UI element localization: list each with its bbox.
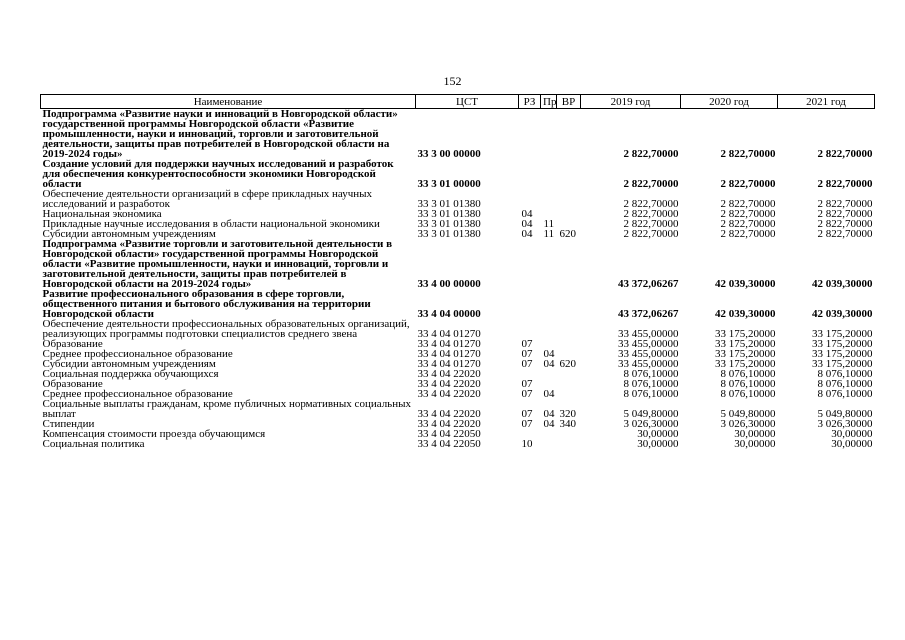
cell-y2020: 2 822,70000: [720, 148, 776, 160]
cell-cst: 33 4 04 00000: [417, 308, 481, 320]
cell-y2019: 8 076,10000: [623, 378, 679, 390]
table-row: [41, 239, 875, 289]
cell-cst: 33 4 04 22020: [417, 368, 481, 380]
cell-y2019: 8 076,10000: [623, 388, 679, 400]
cell-name: Образование: [42, 378, 103, 390]
cell-vr: [557, 239, 581, 289]
cell-name: Социальная политика: [42, 438, 145, 450]
cell-name: Субсидии автономным учреждениям: [42, 228, 216, 240]
header-vr: ВР: [557, 95, 581, 109]
cell-cst: 33 4 04 01270: [417, 338, 481, 350]
cell-name: Компенсация стоимости проезда обучающимся: [42, 428, 266, 440]
cell-y2020: 8 076,10000: [720, 368, 776, 380]
cell-name: Образование: [42, 338, 103, 350]
cell-cst: 33 3 00 00000: [417, 148, 481, 160]
cell-cst: 33 3 01 01380: [417, 208, 481, 220]
cell-y2019: 33 455,00000: [618, 358, 679, 370]
cell-y2019: 2 822,70000: [623, 178, 679, 190]
cell-pr: [541, 319, 557, 339]
table-header-row: [41, 95, 875, 109]
cell-y2019: 8 076,10000: [623, 368, 679, 380]
cell-vr: [557, 389, 581, 399]
table-row: [41, 439, 875, 449]
cell-y2021: 8 076,10000: [817, 388, 873, 400]
table-row: [41, 159, 875, 189]
cell-y2021: 2 822,70000: [817, 218, 873, 230]
cell-y2019: 30,00000: [637, 428, 679, 440]
cell-y2019: 33 455,00000: [618, 328, 679, 340]
cell-y2019: 5 049,80000: [623, 408, 679, 420]
cell-name: Стипендии: [42, 418, 95, 430]
cell-rz: 07: [521, 378, 533, 390]
cell-pr: 11: [543, 228, 555, 240]
cell-vr: [557, 189, 581, 209]
cell-y2020: 30,00000: [734, 438, 776, 450]
cell-pr: 04: [543, 358, 555, 370]
cell-vr: [557, 369, 581, 379]
cell-rz: 04: [521, 208, 533, 220]
header-2019: 2019 год: [581, 95, 681, 109]
budget-table: [40, 94, 875, 449]
cell-y2021: 2 822,70000: [817, 228, 873, 240]
cell-y2020: 3 026,30000: [720, 418, 776, 430]
cell-y2021: 3 026,30000: [817, 418, 873, 430]
cell-y2021: 8 076,10000: [817, 368, 873, 380]
header-rz: РЗ: [519, 95, 541, 109]
cell-cst: 33 4 04 01270: [417, 348, 481, 360]
cell-name: Обеспечение деятельности организаций в сфере прикладных научных исследований и разработок: [42, 188, 373, 210]
cell-y2019: 33 455,00000: [618, 338, 679, 350]
cell-vr: [557, 319, 581, 339]
cell-y2020: 2 822,70000: [720, 218, 776, 230]
cell-y2019: 3 026,30000: [623, 418, 679, 430]
cell-pr: [541, 189, 557, 209]
cell-cst: 33 4 04 22020: [417, 378, 481, 390]
cell-name: Подпрограмма «Развитие науки и инноваций в Новгородской области» государственной программы Новгородской области «Развитие промышленности, науки и инноваций, торговли и заготовительной деятельности, защиты прав потребителей в Новгородской области на 2019-2024 годы»: [42, 108, 398, 160]
cell-pr: 11: [543, 218, 555, 230]
header-2020: 2020 год: [681, 95, 778, 109]
cell-cst: 33 4 04 22020: [417, 408, 481, 420]
cell-pr: [541, 239, 557, 289]
cell-y2021: 30,00000: [831, 438, 873, 450]
cell-y2020: 42 039,30000: [715, 278, 776, 290]
cell-cst: 33 4 04 22050: [417, 428, 481, 440]
cell-rz: 07: [521, 358, 533, 370]
cell-cst: 33 4 04 22050: [417, 438, 481, 450]
cell-name: Среднее профессиональное образование: [42, 348, 233, 360]
cell-rz: 04: [521, 218, 533, 230]
table-row: [41, 289, 875, 319]
cell-y2021: 33 175,20000: [812, 328, 873, 340]
cell-y2019: 2 822,70000: [623, 198, 679, 210]
cell-y2019: 2 822,70000: [623, 208, 679, 220]
cell-y2020: 8 076,10000: [720, 378, 776, 390]
cell-cst: 33 4 00 00000: [417, 278, 481, 290]
cell-y2021: 2 822,70000: [817, 208, 873, 220]
cell-y2020: 33 175,20000: [715, 358, 776, 370]
cell-rz: 04: [521, 228, 533, 240]
cell-y2021: 8 076,10000: [817, 378, 873, 390]
cell-vr: 320: [559, 408, 576, 420]
cell-cst: 33 3 01 01380: [417, 218, 481, 230]
cell-y2021: 2 822,70000: [817, 178, 873, 190]
cell-y2020: 33 175,20000: [715, 338, 776, 350]
cell-rz: 07: [521, 388, 533, 400]
cell-vr: 620: [559, 358, 576, 370]
cell-rz: 10: [521, 438, 533, 450]
cell-y2021: 33 175,20000: [812, 358, 873, 370]
cell-cst: 33 4 04 01270: [417, 328, 481, 340]
cell-name: Социальные выплаты гражданам, кроме публичных нормативных социальных выплат: [42, 398, 411, 420]
cell-vr: [557, 159, 581, 189]
cell-rz: [519, 189, 541, 209]
cell-y2021: 42 039,30000: [812, 308, 873, 320]
cell-cst: 33 4 04 22020: [417, 418, 481, 430]
cell-vr: [557, 109, 581, 160]
header-cst: ЦСТ: [416, 95, 519, 109]
table-row: [41, 109, 875, 160]
cell-y2020: 33 175,20000: [715, 328, 776, 340]
cell-vr: [557, 429, 581, 439]
table-row: [41, 319, 875, 339]
cell-name: Социальная поддержка обучающихся: [42, 368, 219, 380]
cell-pr: 04: [543, 408, 555, 420]
cell-pr: 04: [543, 348, 555, 360]
cell-y2020: 2 822,70000: [720, 228, 776, 240]
cell-name: Обеспечение деятельности профессиональных образовательных организаций, реализующих программы подготовки специалистов среднего звена: [42, 318, 410, 340]
cell-rz: [519, 109, 541, 160]
cell-rz: [519, 289, 541, 319]
cell-cst: 33 3 01 01380: [417, 198, 481, 210]
cell-name: Субсидии автономным учреждениям: [42, 358, 216, 370]
cell-pr: [541, 289, 557, 319]
cell-y2019: 43 372,06267: [618, 278, 679, 290]
cell-name: Национальная экономика: [42, 208, 162, 220]
cell-pr: [541, 369, 557, 379]
cell-y2020: 2 822,70000: [720, 178, 776, 190]
table-row: [41, 399, 875, 419]
cell-vr: [557, 209, 581, 219]
cell-y2021: 5 049,80000: [817, 408, 873, 420]
cell-y2021: 30,00000: [831, 428, 873, 440]
cell-y2021: 2 822,70000: [817, 148, 873, 160]
cell-rz: [519, 319, 541, 339]
cell-pr: 04: [543, 388, 555, 400]
cell-vr: [557, 439, 581, 449]
header-pr: Пр: [541, 95, 557, 109]
cell-cst: 33 3 01 00000: [417, 178, 481, 190]
cell-y2019: 30,00000: [637, 438, 679, 450]
cell-y2021: 33 175,20000: [812, 348, 873, 360]
cell-name: Прикладные научные исследования в области национальной экономики: [42, 218, 380, 230]
table-body: [41, 109, 875, 450]
cell-pr: 04: [543, 418, 555, 430]
header-2021: 2021 год: [778, 95, 875, 109]
cell-vr: 620: [559, 228, 576, 240]
cell-rz: 07: [521, 348, 533, 360]
cell-y2020: 42 039,30000: [715, 308, 776, 320]
cell-name: Развитие профессионального образования в сфере торговли, общественного питания и бытового обслуживания на территории Новгородской области: [42, 288, 371, 320]
cell-vr: [557, 339, 581, 349]
cell-cst: 33 3 01 01380: [417, 228, 481, 240]
cell-y2020: 5 049,80000: [720, 408, 776, 420]
cell-y2020: 33 175,20000: [715, 348, 776, 360]
cell-y2021: 33 175,20000: [812, 338, 873, 350]
cell-y2021: 42 039,30000: [812, 278, 873, 290]
cell-pr: [541, 429, 557, 439]
cell-y2019: 33 455,00000: [618, 348, 679, 360]
cell-y2020: 2 822,70000: [720, 198, 776, 210]
cell-vr: [557, 379, 581, 389]
cell-y2019: 43 372,06267: [618, 308, 679, 320]
cell-vr: [557, 289, 581, 319]
cell-y2019: 2 822,70000: [623, 218, 679, 230]
header-name: Наименование: [41, 95, 416, 109]
cell-name: Создание условий для поддержки научных исследований и разработок для обеспечения конкурентоспособности экономики Новгородской области: [42, 158, 394, 190]
cell-name: Подпрограмма «Развитие торговли и заготовительной деятельности в Новгородской области» государственной программы Новгородской области «Развитие промышленности, науки и инноваций, торговли и заготовительной деятельности, защиты прав потребителей в Новгородской области на 2019-2024 годы»: [42, 238, 393, 290]
table-row: [41, 189, 875, 209]
cell-y2020: 8 076,10000: [720, 388, 776, 400]
cell-vr: 340: [559, 418, 576, 430]
cell-cst: 33 4 04 01270: [417, 358, 481, 370]
cell-pr: [541, 439, 557, 449]
cell-y2019: 2 822,70000: [623, 228, 679, 240]
cell-rz: 07: [521, 408, 533, 420]
cell-pr: [541, 109, 557, 160]
cell-rz: 07: [521, 338, 533, 350]
cell-rz: 07: [521, 418, 533, 430]
cell-y2019: 2 822,70000: [623, 148, 679, 160]
page-number: 152: [443, 74, 462, 88]
cell-cst: 33 4 04 22020: [417, 388, 481, 400]
cell-rz: [519, 159, 541, 189]
cell-name: Среднее профессиональное образование: [42, 388, 233, 400]
cell-y2020: 2 822,70000: [720, 208, 776, 220]
cell-y2020: 30,00000: [734, 428, 776, 440]
cell-y2021: 2 822,70000: [817, 198, 873, 210]
cell-pr: [541, 159, 557, 189]
cell-rz: [519, 239, 541, 289]
